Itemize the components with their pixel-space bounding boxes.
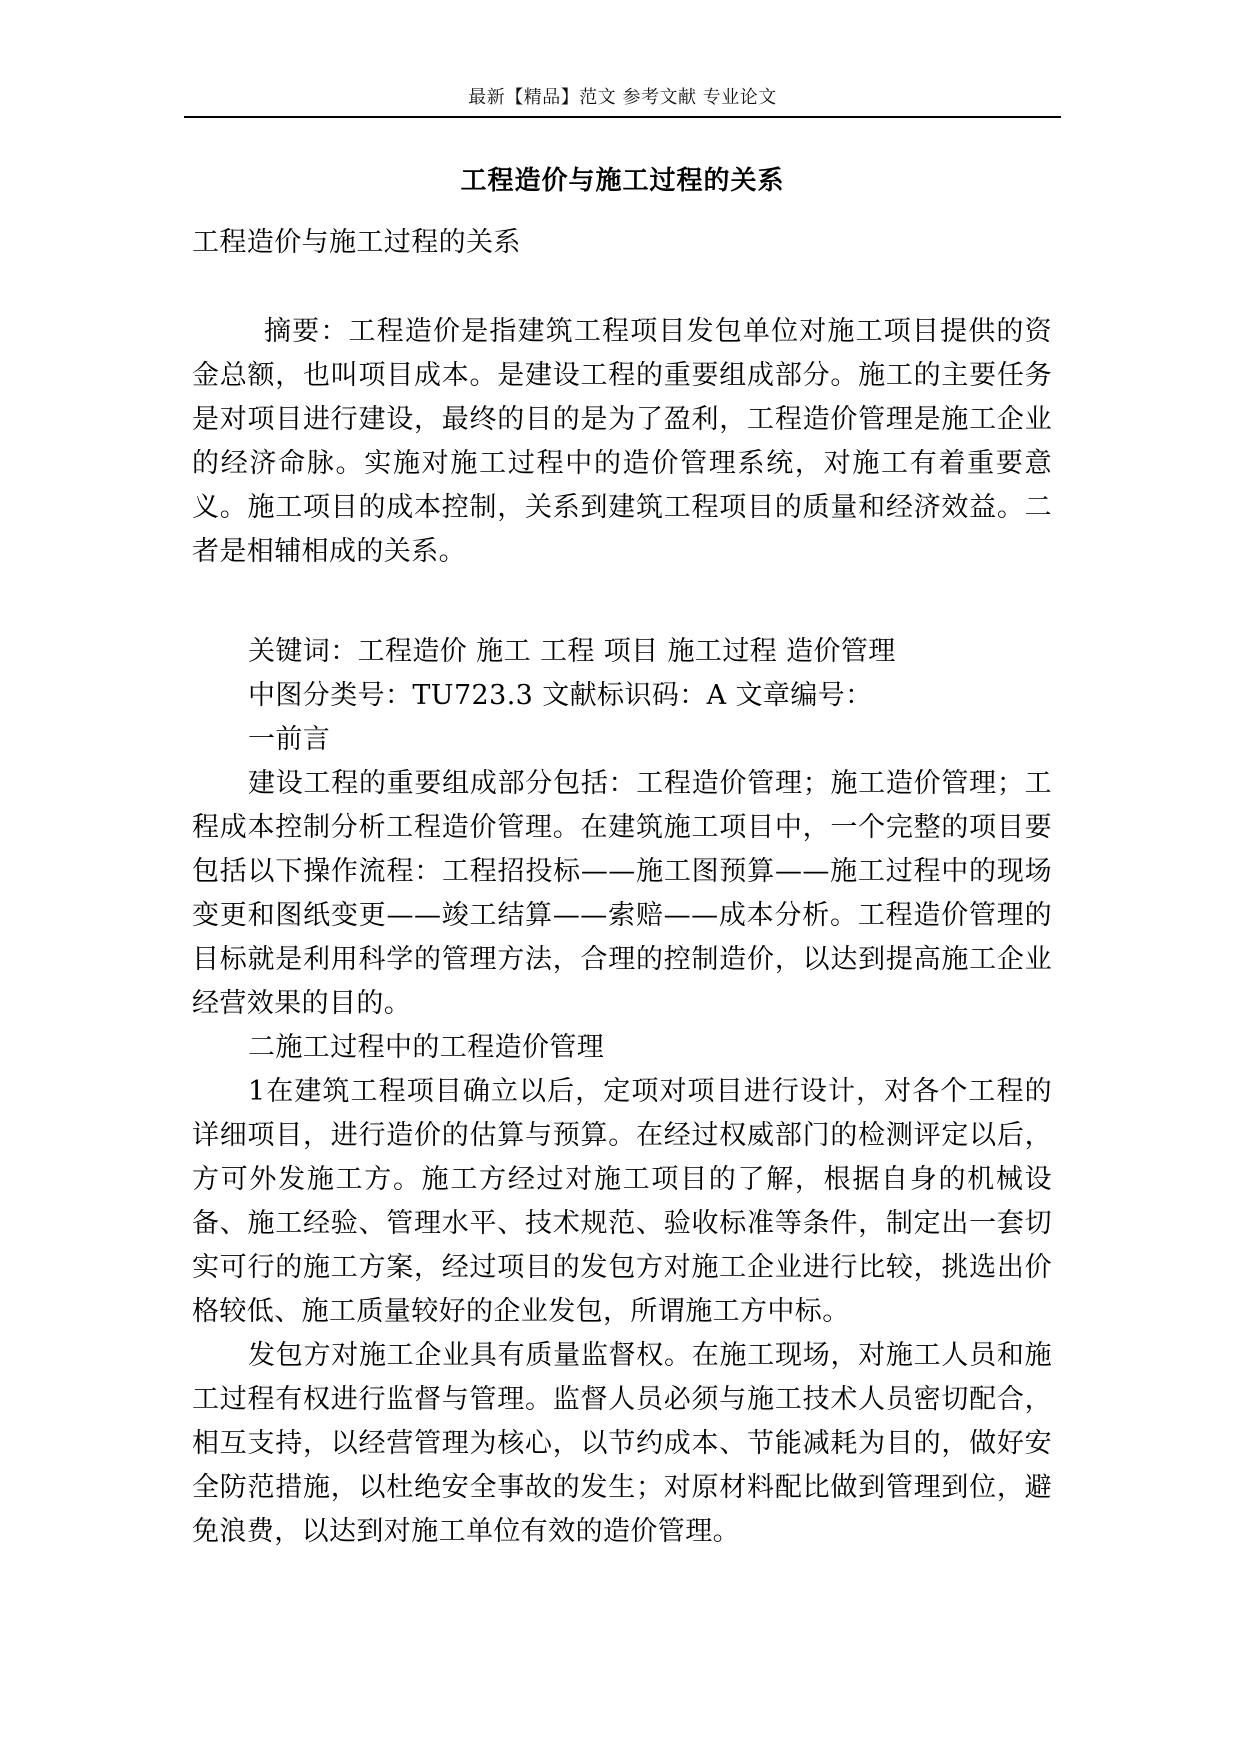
header-rule bbox=[184, 116, 1061, 118]
body-paragraph: 建设工程的重要组成部分包括：工程造价管理；施工造价管理；工程成本控制分析工程造价管理。在建筑施工项目中，一个完整的项目要包括以下操作流程：工程招投标——施工图预算——施工过程中的现场变更和图纸变更——竣工结算——索赔——成本分析。工程造价管理的目标就是利用科学的管理方法，合理的控制造价，以达到提高施工企业经营效果的目的。 bbox=[192, 768, 1052, 1019]
main-body bbox=[192, 630, 1052, 1554]
section-heading-cost-management: 二施工过程中的工程造价管理 bbox=[248, 1032, 605, 1063]
classification-line: 中图分类号：TU723.3 文献标识码：A 文章编号： bbox=[248, 680, 873, 711]
document-title: 工程造价与施工过程的关系 bbox=[460, 166, 785, 196]
body-paragraph: 发包方对施工企业具有质量监督权。在施工现场，对施工人员和施工过程有权进行监督与管理。监督人员必须与施工技术人员密切配合，相互支持，以经营管理为核心，以节约成本、节能减耗为目的，做好安全防范措施，以杜绝安全事故的发生；对原材料配比做到管理到位，避免浪费，以达到对施工单位有效的造价管理。 bbox=[192, 1340, 1052, 1547]
abstract-paragraph: 摘要：工程造价是指建筑工程项目发包单位对施工项目提供的资金总额，也叫项目成本。是建设工程的重要组成部分。施工的主要任务是对项目进行建设，最终的目的是为了盈利，工程造价管理是施工企业的经济命脉。实施对施工过程中的造价管理系统，对施工有着重要意义。施工项目的成本控制，关系到建筑工程项目的质量和经济效益。二者是相辅相成的关系。 bbox=[192, 316, 1052, 567]
keywords-line: 关键词：工程造价 施工 工程 项目 施工过程 造价管理 bbox=[248, 636, 896, 667]
section-heading-preface: 一前言 bbox=[248, 724, 331, 755]
body-paragraph: 1在建筑工程项目确立以后，定项对项目进行设计，对各个工程的详细项目，进行造价的估算与预算。在经过权威部门的检测评定以后，方可外发施工方。施工方经过对施工项目的了解，根据自身的机械设备、施工经验、管理水平、技术规范、验收标准等条件，制定出一套切实可行的施工方案，经过项目的发包方对施工企业进行比较，挑选出价格较低、施工质量较好的企业发包，所谓施工方中标。 bbox=[192, 1076, 1052, 1327]
abstract-block bbox=[192, 310, 1052, 574]
document-subtitle: 工程造价与施工过程的关系 bbox=[192, 227, 521, 258]
running-header: 最新【精品】范文 参考文献 专业论文 bbox=[468, 87, 777, 108]
